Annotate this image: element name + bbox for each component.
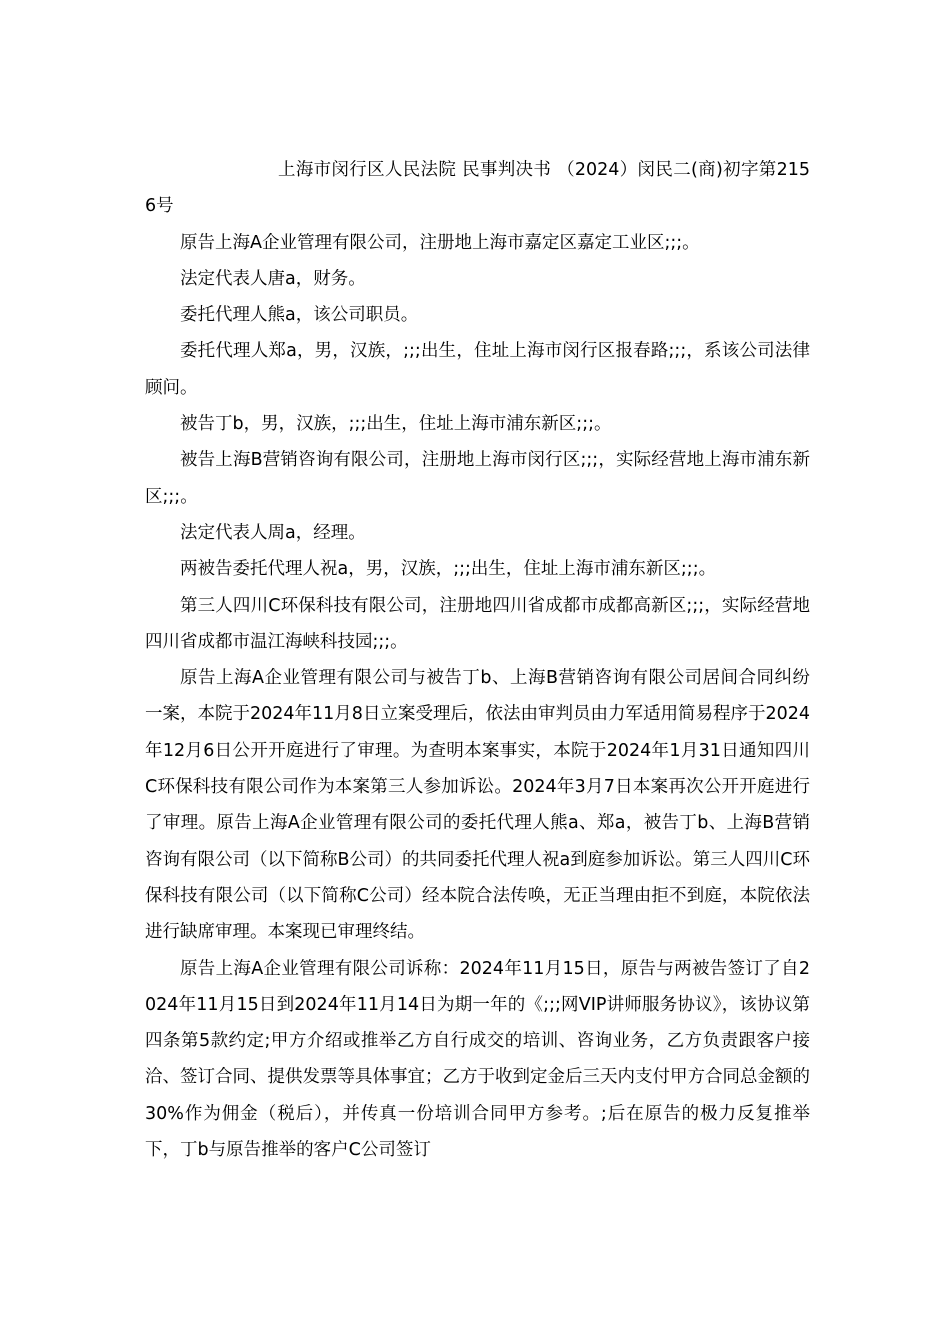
paragraph-plaintiff-legal-rep: 法定代表人唐a，财务。: [180, 268, 366, 289]
document-body: [145, 152, 810, 1168]
paragraph-defendant-1: 被告丁b，男，汉族，;;;出生，住址上海市浦东新区;;;。: [180, 414, 612, 435]
paragraph-case-procedure: 原告上海A企业管理有限公司与被告丁b、上海B营销咨询有限公司居间合同纠纷一案，本院于2024年11月8日立案受理后，依法由审判员由力军适用简易程序于2024年12月6日公开开庭进行了审理。为查明本案事实，本院于2024年1月31日通知四川C环保科技有限公司作为本案第三人参加诉讼。2024年3月7日本案再次公开开庭进行了审理。原告上海A企业管理有限公司的委托代理人熊a、郑a，被告丁b、上海B营销咨询有限公司（以下简称B公司）的共同委托代理人祝a到庭参加诉讼。第三人四川C环保科技有限公司（以下简称C公司）经本院合法传唤，无正当理由拒不到庭，本院依法进行缺席审理。本案现已审理终结。: [145, 668, 810, 943]
document-title: 上海市闵行区人民法院 民事判决书 （2024）闵民二(商)初字第2156号: [145, 160, 810, 217]
paragraph-plaintiff-claim: 原告上海A企业管理有限公司诉称：2024年11月15日，原告与两被告签订了自2024年11月15日到2024年11月14日为期一年的《;;;网VIP讲师服务协议》，该协议第四条第5款约定;甲方介绍或推举乙方自行成交的培训、咨询业务，乙方负责跟客户接洽、签订合同、提供发票等具体事宜；乙方于收到定金后三天内支付甲方合同总金额的30%作为佣金（税后），并传真一份培训合同甲方参考。;后在原告的极力反复推举下，丁b与原告推举的客户C公司签订: [145, 958, 810, 1161]
paragraph-defendant-2: 被告上海B营销咨询有限公司，注册地上海市闵行区;;;，实际经营地上海市浦东新区;;;。: [145, 450, 810, 507]
paragraph-defendants-agent: 两被告委托代理人祝a，男，汉族，;;;出生，住址上海市浦东新区;;;。: [180, 559, 717, 580]
paragraph-plaintiff-agent-1: 委托代理人熊a，该公司职员。: [180, 305, 419, 326]
paragraph-plaintiff: 原告上海A企业管理有限公司，注册地上海市嘉定区嘉定工业区;;;。: [180, 232, 700, 253]
paragraph-defendant-legal-rep: 法定代表人周a，经理。: [180, 522, 366, 543]
paragraph-third-party: 第三人四川C环保科技有限公司，注册地四川省成都市成都高新区;;;，实际经营地四川省成都市温江海峡科技园;;;。: [145, 595, 810, 652]
paragraph-plaintiff-agent-2: 委托代理人郑a，男，汉族，;;;出生，住址上海市闵行区报春路;;;，系该公司法律顾问。: [145, 341, 810, 398]
